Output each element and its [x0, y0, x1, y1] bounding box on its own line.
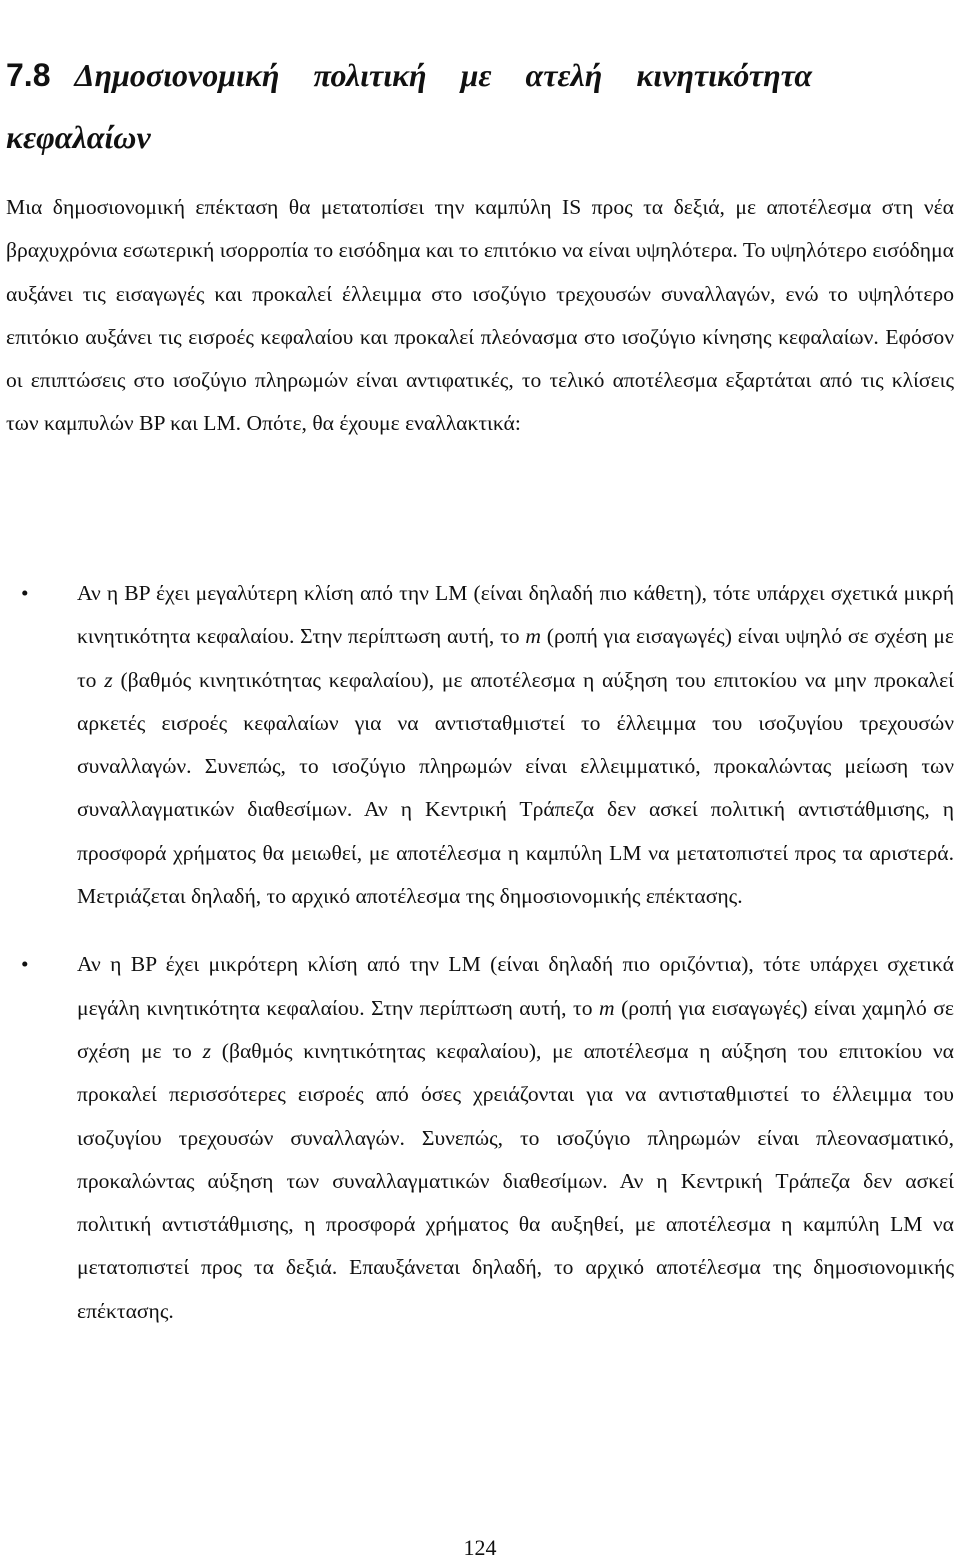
bullet-text-part: (ροπή για εισαγωγές) είναι υψηλό σε σχέση με το — [77, 624, 954, 692]
bullet-text-part: Αν η BP έχει μικρότερη κλίση από την LM (είναι δηλαδή πιο οριζόντια), τότε υπάρχει σχετικά μεγάλη κινητικότητα κεφαλαίου. Στην περίπτωση αυτή, το — [77, 952, 954, 1020]
bullet-icon: • — [21, 952, 29, 977]
math-symbol-z: z — [104, 667, 113, 692]
page-number: 124 — [463, 1535, 497, 1560]
bullet-text-part: Αν η BP έχει μεγαλύτερη κλίση από την LM (είναι δηλαδή πιο κάθετη), τότε υπάρχει σχετικά μικρή κινητικότητα κεφαλαίου. Στην περίπτωση αυτή, το — [77, 581, 954, 649]
bullet-text-part: (βαθμός κινητικότητας κεφαλαίου), με αποτέλεσμα η αύξηση του επιτοκίου να προκαλεί περισσότερες εισροές από όσες χρειάζονται για να αντισταθμιστεί το έλλειμμα του ισοζυγίου τρεχουσών συναλλαγών. Συνεπώς, το ισοζύγιο πληρωμών είναι πλεονασματικό, προκαλώντας αύξηση των συναλλαγματικών διαθεσίμων. Αν η Κεντρική Τράπεζα δεν ασκεί πολιτική αντιστάθμισης, η προσφορά χρήματος θα αυξηθεί, με αποτέλεσμα η καμπύλη LM να μετατοπιστεί προς τα δεξιά. Επαυξάνεται δηλαδή, το αρχικό αποτέλεσμα της δημοσιονομικής επέκτασης. — [77, 1038, 954, 1323]
section-heading — [6, 44, 954, 168]
intro-paragraph: Μια δημοσιονομική επέκταση θα μετατοπίσει την καμπύλη IS προς τα δεξιά, με αποτέλεσμα στη νέα βραχυχρόνια εσωτερική ισορροπία το εισόδημα και το επιτόκιο να είναι υψηλότερα. Το υψηλότερο εισόδημα αυξάνει τις εισαγωγές και προκαλεί έλλειμμα στο ισοζύγιο τρεχουσών συναλλαγών, ενώ το υψηλότερο επιτόκιο αυξάνει τις εισροές κεφαλαίου και προκαλεί πλεόνασμα στο ισοζύγιο κίνησης κεφαλαίων. Εφόσον οι επιπτώσεις στο ισοζύγιο πληρωμών είναι αντιφατικές, το τελικό αποτέλεσμα εξαρτάται από τις κλίσεις των καμπυλών BP και LM. Οπότε, θα έχουμε εναλλακτικά: — [6, 195, 954, 436]
bullet-icon: • — [21, 581, 29, 605]
math-symbol-m: m — [525, 624, 541, 649]
bullet-item-steep-bp — [6, 572, 954, 918]
bullet-text-part: (ροπή για εισαγωγές) είναι χαμηλό σε σχέση με το — [77, 995, 955, 1063]
bullet-item-flat-bp — [6, 943, 954, 1333]
section-number: 7.8 — [6, 57, 51, 93]
section-title: Δημοσιονομική πολιτική με ατελή κινητικότητα κεφαλαίων — [6, 57, 813, 155]
math-symbol-z: z — [202, 1038, 212, 1063]
math-symbol-m: m — [599, 995, 615, 1020]
bullet-list — [6, 572, 954, 1333]
bullet-text-part: (βαθμός κινητικότητας κεφαλαίου), με αποτέλεσμα η αύξηση του επιτοκίου να μην προκαλεί αρκετές εισροές κεφαλαίων για να αντισταθμιστεί το έλλειμμα του ισοζυγίου τρεχουσών συναλλαγών. Συνεπώς, το ισοζύγιο πληρωμών είναι ελλειμματικό, προκαλώντας μείωση των συναλλαγματικών διαθεσίμων. Αν η Κεντρική Τράπεζα δεν ασκεί πολιτική αντιστάθμισης, η προσφορά χρήματος θα μειωθεί, με αποτέλεσμα η καμπύλη LM να μετατοπιστεί προς τα αριστερά. Μετριάζεται δηλαδή, το αρχικό αποτέλεσμα της δημοσιονομικής επέκτασης. — [77, 667, 954, 909]
